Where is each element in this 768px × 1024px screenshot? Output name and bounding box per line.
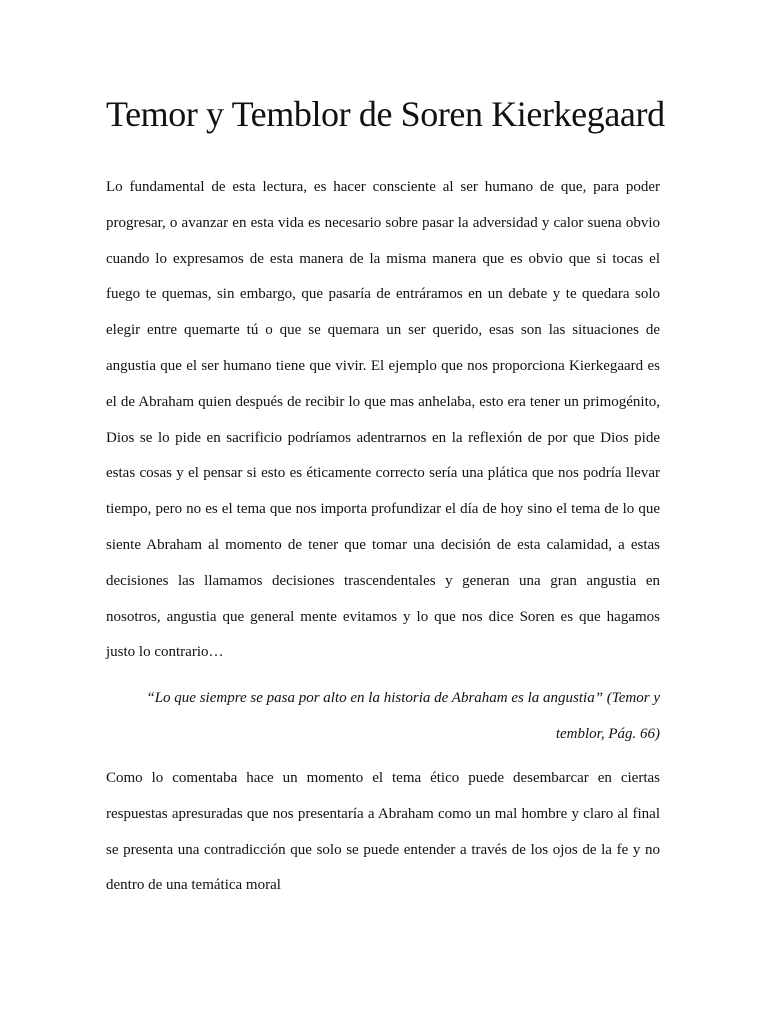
body-paragraph-2: Como lo comentaba hace un momento el tema ético puede desembarcar en ciertas respuestas apresuradas que nos presentaría a Abraham como un mal hombre y claro al final se presenta una contradicción que solo se puede entender a través de los ojos de la fe y no dentro de una temática moral [106,770,660,894]
body-paragraph-1: Lo fundamental de esta lectura, es hacer consciente al ser humano de que, para poder progresar, o avanzar en esta vida es necesario sobre pasar la adversidad y calor suena obvio cuando lo expresamos de esta manera de la misma manera que es obvio que si tocas el fuego te quemas, sin embargo, que pasaría de entráramos en un debate y te quedara solo elegir entre quemarte tú o que se quemara un ser querido, esas son las situaciones de angustia que el ser humano tiene que vivir. El ejemplo que nos proporciona Kierkegaard es el de Abraham quien después de recibir lo que mas anhelaba, esto era tener un primogénito, Dios se lo pide en sacrificio podríamos adentrarnos en la reflexión de por que Dios pide estas cosas y el pensar si esto es éticamente correcto sería una plática que nos podría llevar tiempo, pero no es el tema que nos importa profundizar el día de hoy sino el tema de lo que siente Abraham al momento de tener que tomar una decisión de esta calamidad, a estas decisiones las llamamos decisiones trascendentales y generan una gran angustia en nosotros, angustia que general mente evitamos y lo que nos dice Soren es que hagamos justo lo contrario… [106,179,660,661]
block-quote: “Lo que siempre se pasa por alto en la historia de Abraham es la angustia” (Temor y temblor, Pág. 66) [146,690,660,742]
document-title: Temor y Temblor de Soren Kierkegaard [106,94,665,134]
